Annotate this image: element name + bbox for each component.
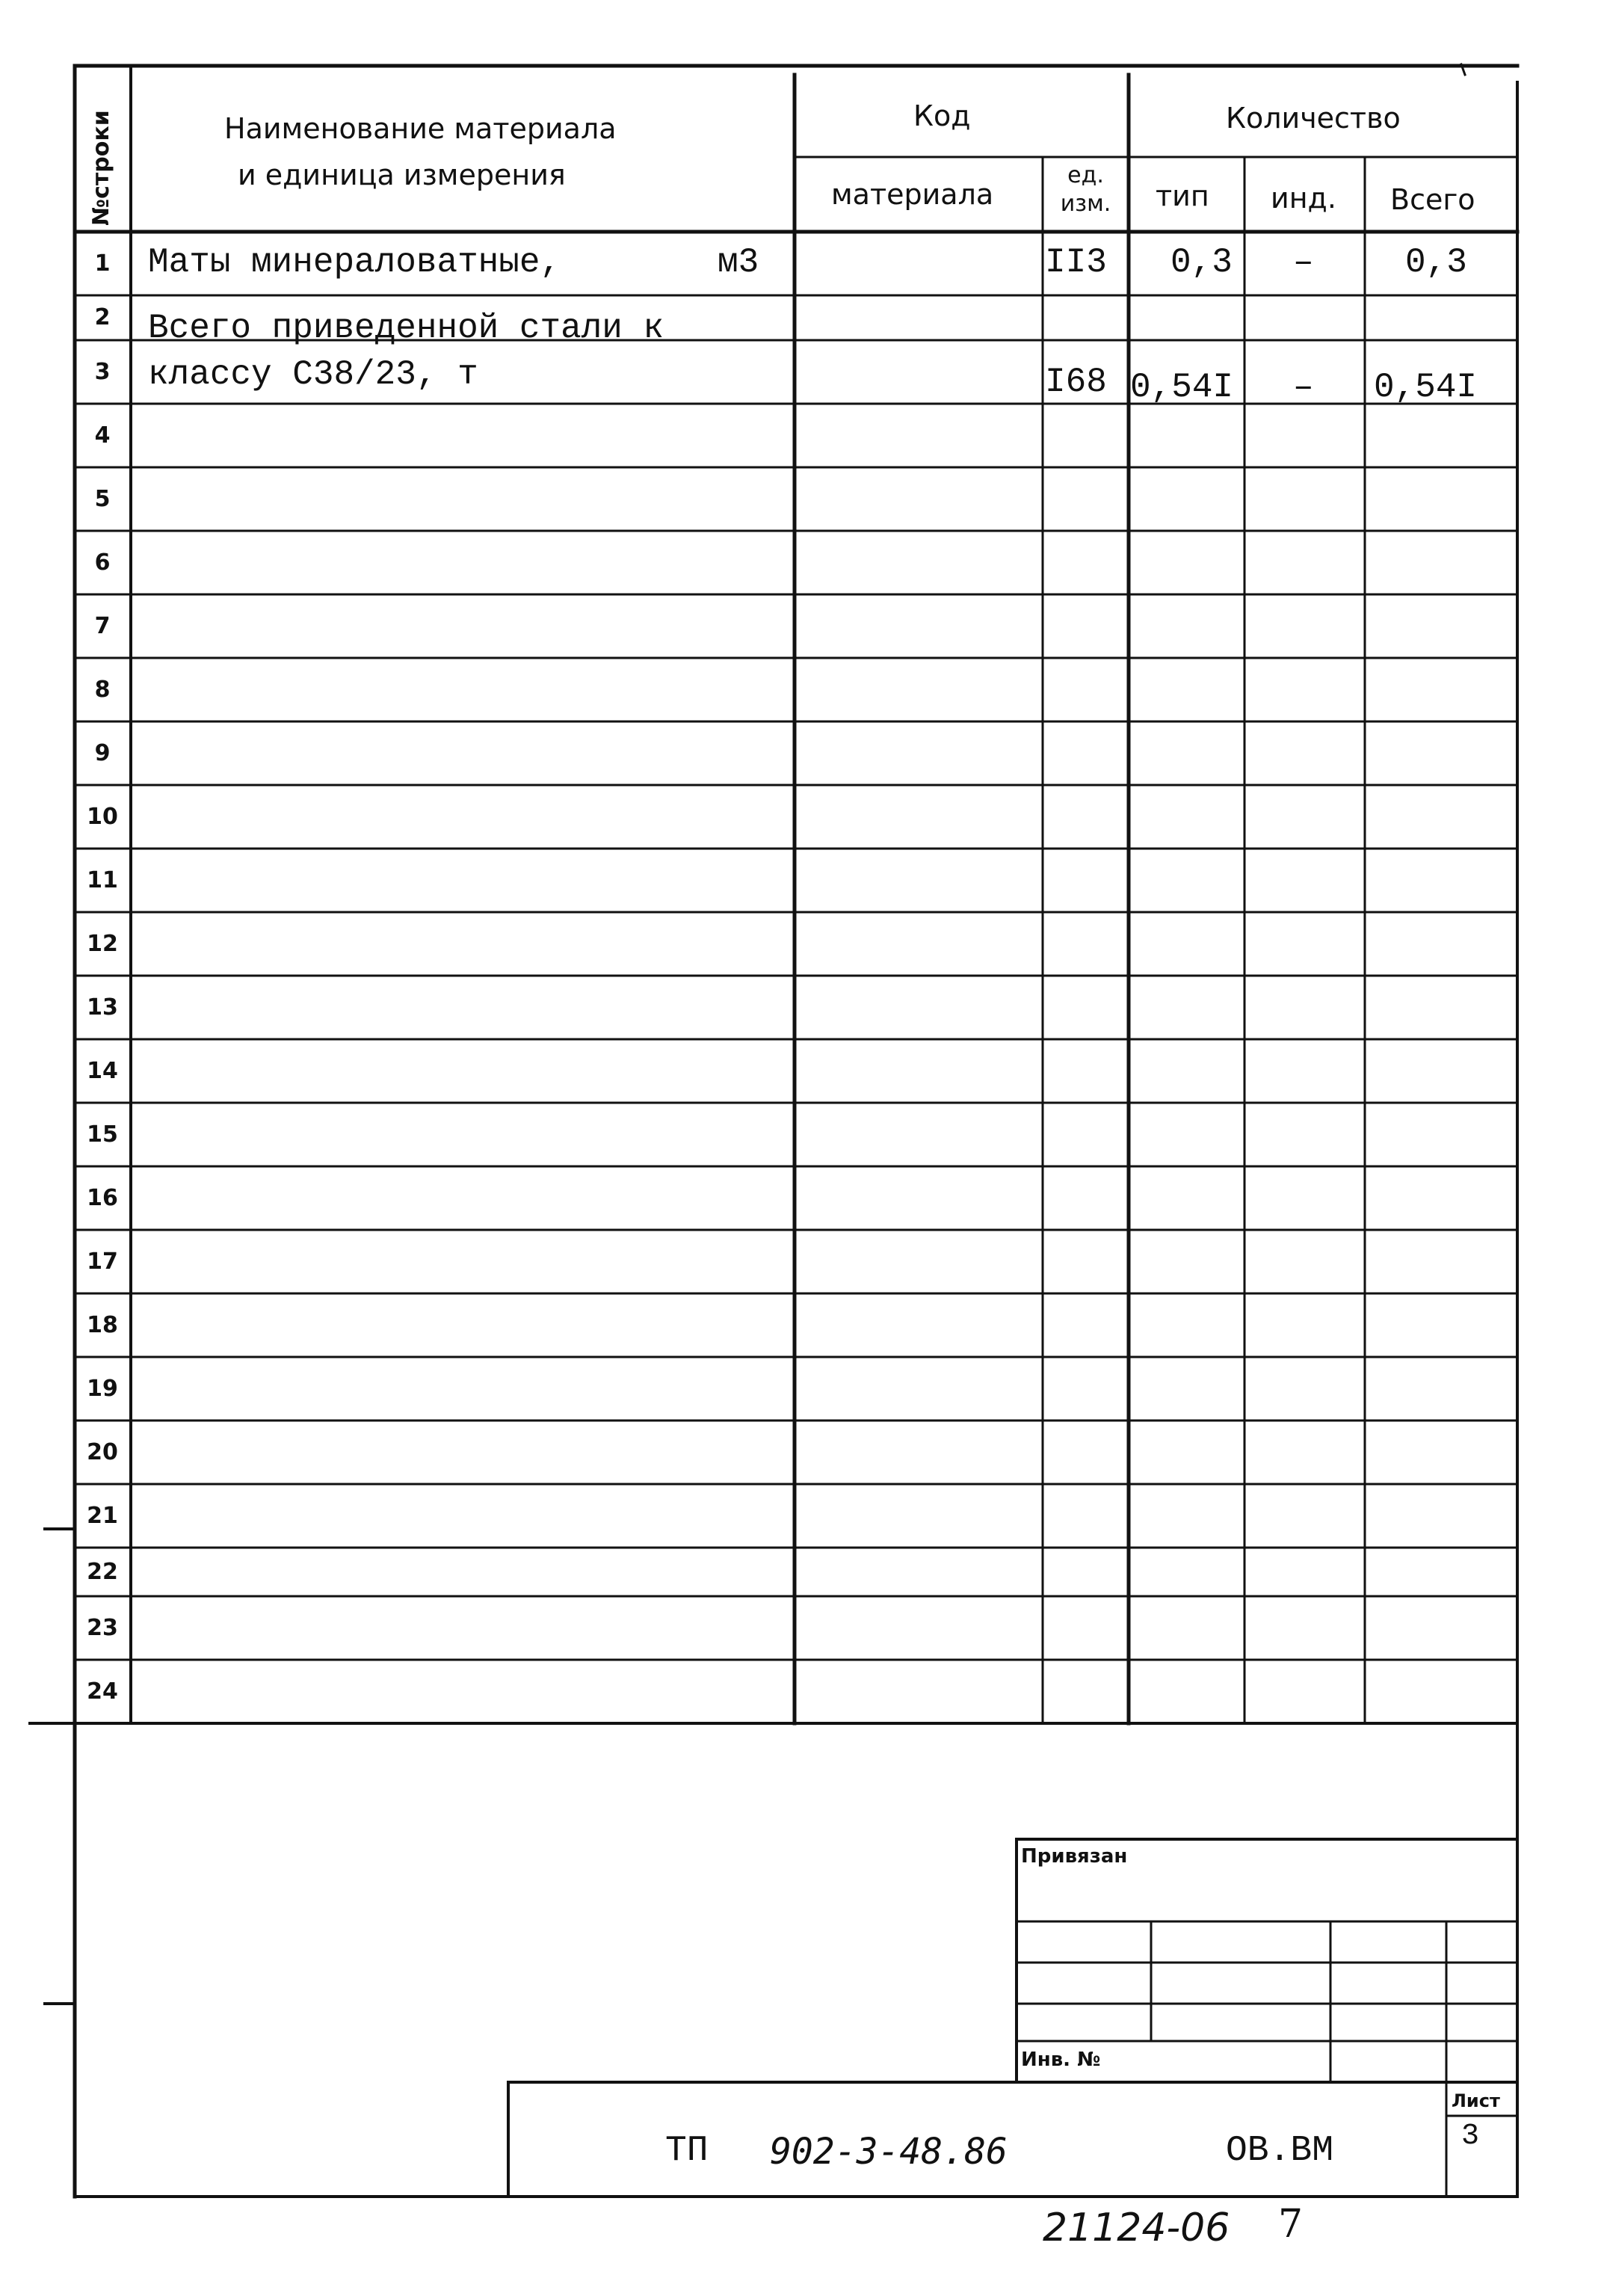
archive-number: 21124-06 <box>1043 2206 1230 2250</box>
row-number: 1 <box>94 250 111 277</box>
row3-total: 0,54I <box>1374 368 1478 407</box>
row1-typ: 0,3 <box>1170 243 1233 282</box>
header-unit-line1: ед. <box>1067 162 1104 188</box>
page-number: 7 <box>1278 2202 1304 2247</box>
row-number: 16 <box>87 1184 118 1211</box>
header-total: Всего <box>1390 183 1475 216</box>
row-number: 21 <box>87 1502 118 1529</box>
row2-name: Всего приведенной стали к <box>148 309 664 348</box>
stamp-sheet-label: Лист <box>1452 2090 1500 2111</box>
row-number: 18 <box>87 1311 118 1338</box>
row-number: 12 <box>87 930 118 957</box>
row1-unit-code: II3 <box>1045 243 1107 282</box>
row-number: 22 <box>87 1558 118 1585</box>
row-number: 10 <box>87 803 118 830</box>
header-unit-line2: изм. <box>1060 191 1111 217</box>
stamp-inv-label: Инв. № <box>1021 2049 1101 2071</box>
row-number: 4 <box>94 422 111 449</box>
row-number: 19 <box>87 1375 118 1402</box>
doc-prefix: ТП <box>665 2131 709 2171</box>
header-typ: тип <box>1156 179 1209 212</box>
row3-typ: 0,54I <box>1130 368 1234 407</box>
row-number: 17 <box>87 1248 118 1275</box>
header-material: материала <box>831 178 994 211</box>
row1-unit-name: м3 <box>718 243 759 282</box>
row-number: 7 <box>94 612 111 639</box>
stamp-sheet-number: 3 <box>1461 2120 1480 2153</box>
row3-name: классу С38/23, т <box>148 355 478 394</box>
row-number: 11 <box>87 867 118 893</box>
row-number: 24 <box>87 1678 118 1705</box>
row-number: 23 <box>87 1614 118 1641</box>
row-number: 20 <box>87 1438 118 1465</box>
row3-ind: – <box>1293 368 1314 407</box>
row-number: 14 <box>87 1057 118 1084</box>
header-name-line1: Наименование материала <box>224 112 617 145</box>
row-number: 13 <box>87 994 118 1021</box>
row3-unit-code: I68 <box>1045 363 1107 401</box>
row1-name: Маты минераловатные, <box>148 243 561 282</box>
row1-ind: – <box>1293 243 1314 282</box>
stamp-bound-label: Привязан <box>1021 1845 1128 1868</box>
header-name-line2: и единица измерения <box>238 158 566 191</box>
header-row-number: №строки <box>88 110 114 226</box>
header-quantity: Количество <box>1226 102 1401 135</box>
row-number: 8 <box>94 676 111 703</box>
header-ind: инд. <box>1271 182 1336 215</box>
row-number: 2 <box>94 304 111 330</box>
row-number: 15 <box>87 1121 118 1148</box>
row-number: 5 <box>94 485 111 512</box>
header-code: Код <box>913 99 971 132</box>
row-number: 3 <box>94 358 111 385</box>
row-number: 9 <box>94 739 111 766</box>
doc-mark: ОВ.ВМ <box>1226 2131 1334 2171</box>
row-number: 6 <box>94 549 111 576</box>
doc-number: 902-3-48.86 <box>770 2131 1008 2173</box>
row1-total: 0,3 <box>1405 243 1467 282</box>
